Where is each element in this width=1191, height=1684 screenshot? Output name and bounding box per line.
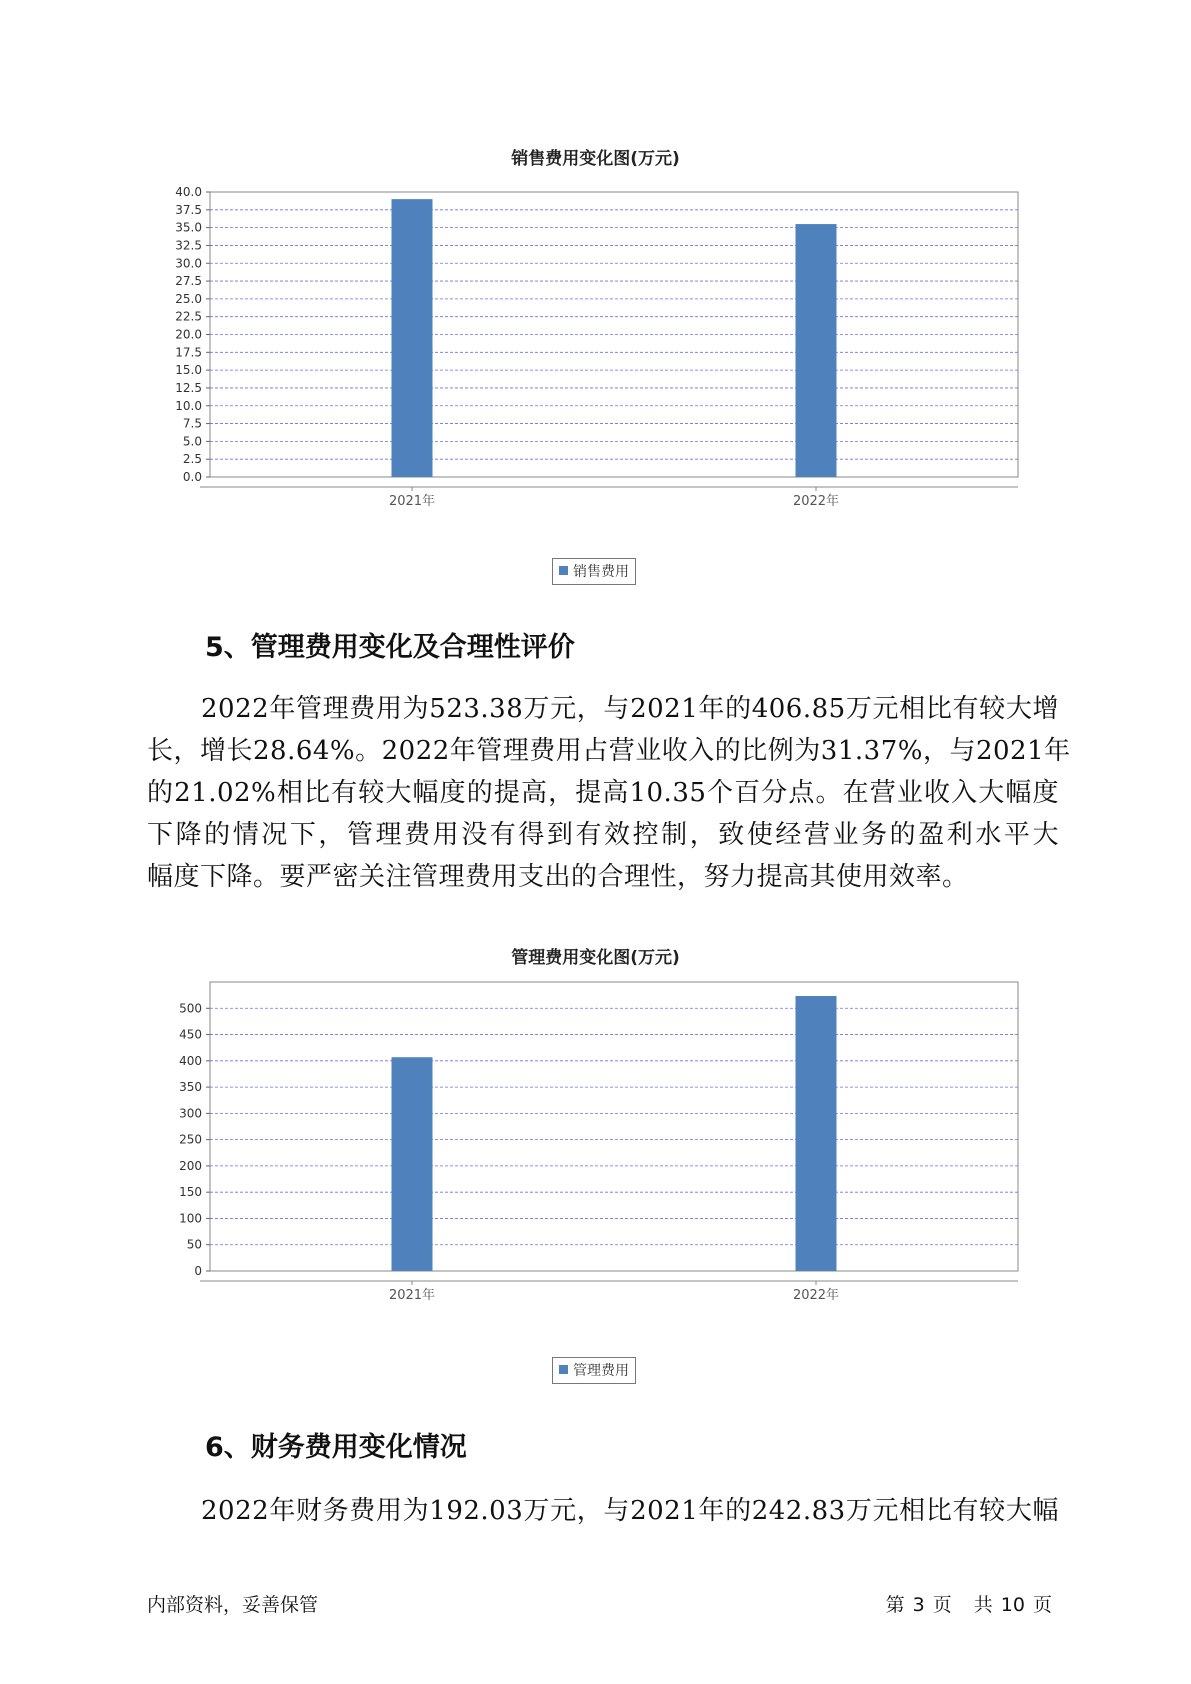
y-tick-label: 350 <box>179 1080 202 1095</box>
y-tick-label: 37.5 <box>175 202 202 217</box>
y-tick-label: 12.5 <box>175 380 202 395</box>
bar-2021年 <box>392 1057 433 1271</box>
legend-sales <box>552 558 636 585</box>
y-tick-label: 0.0 <box>182 470 202 484</box>
y-tick-label: 40.0 <box>175 185 202 199</box>
paragraph-line: 的21.02%相比有较大幅度的提高，提高10.35个百分点。在营业收入大幅度 <box>147 778 1059 808</box>
y-tick-label: 20.0 <box>175 327 202 342</box>
chart-title-sales: 销售费用变化图(万元) <box>511 149 680 169</box>
total-num: 10 <box>1000 1594 1025 1616</box>
page-num: 3 <box>912 1594 925 1616</box>
bar-2022年 <box>796 224 837 477</box>
x-tick-label: 2022年 <box>792 494 840 509</box>
x-tick-label: 2021年 <box>388 1288 436 1303</box>
total-prefix: 共 <box>973 1594 993 1616</box>
paragraph-line: 2022年财务费用为192.03万元，与2021年的242.83万元相比有较大幅 <box>201 1496 1059 1526</box>
y-tick-label: 250 <box>179 1132 202 1147</box>
y-tick-label: 0 <box>194 1264 202 1278</box>
paragraph-finance-expense <box>147 1490 1059 1532</box>
sales-expense-chart <box>150 180 1030 535</box>
total-unit: 页 <box>1032 1594 1052 1616</box>
paragraph-line: 长，增长28.64%。2022年管理费用占营业收入的比例为31.37%，与2021年 <box>147 736 1071 766</box>
y-tick-label: 300 <box>179 1106 202 1121</box>
legend-swatch-icon <box>559 1365 568 1374</box>
y-tick-label: 50 <box>186 1237 202 1252</box>
y-tick-label: 10.0 <box>175 398 202 413</box>
y-tick-label: 200 <box>179 1158 202 1173</box>
page-prefix: 第 <box>885 1594 905 1616</box>
y-tick-label: 30.0 <box>175 256 202 271</box>
y-tick-label: 2.5 <box>182 452 202 467</box>
chart-title-management: 管理费用变化图(万元) <box>511 948 680 968</box>
y-tick-label: 22.5 <box>175 309 202 324</box>
legend-label: 销售费用 <box>573 564 629 580</box>
paragraph-management-expense <box>147 688 1071 898</box>
y-tick-label: 15.0 <box>175 363 202 378</box>
y-tick-label: 35.0 <box>175 220 202 235</box>
y-tick-label: 17.5 <box>175 345 202 360</box>
y-tick-label: 7.5 <box>182 416 202 431</box>
section-heading: 5、管理费用变化及合理性评价 <box>205 632 575 663</box>
legend-label: 管理费用 <box>573 1363 629 1379</box>
footer-confidential: 内部资料，妥善保管 <box>147 1594 319 1616</box>
x-tick-label: 2022年 <box>792 1288 840 1303</box>
y-tick-label: 25.0 <box>175 291 202 306</box>
page-number <box>878 1590 1052 1617</box>
y-tick-label: 5.0 <box>182 434 202 449</box>
section-heading: 6、财务费用变化情况 <box>205 1432 467 1463</box>
legend-management <box>552 1357 636 1384</box>
y-tick-label: 150 <box>179 1185 202 1200</box>
paragraph-line: 下降的情况下，管理费用没有得到有效控制，致使经营业务的盈利水平大 <box>147 820 1059 850</box>
y-tick-label: 400 <box>179 1053 202 1068</box>
management-expense-chart <box>150 978 1030 1333</box>
paragraph-line: 幅度下降。要严密关注管理费用支出的合理性，努力提高其使用效率。 <box>147 862 969 892</box>
y-tick-label: 32.5 <box>175 238 202 253</box>
legend-swatch-icon <box>559 566 568 575</box>
y-tick-label: 500 <box>179 1001 202 1016</box>
page-unit: 页 <box>932 1594 952 1616</box>
plot-area <box>210 982 1018 1271</box>
paragraph-line: 2022年管理费用为523.38万元，与2021年的406.85万元相比有较大增 <box>201 694 1059 724</box>
x-tick-label: 2021年 <box>388 494 436 509</box>
bar-2022年 <box>796 996 837 1271</box>
y-tick-label: 100 <box>179 1211 202 1226</box>
bar-2021年 <box>392 199 433 477</box>
y-tick-label: 27.5 <box>175 274 202 289</box>
y-tick-label: 450 <box>179 1027 202 1042</box>
